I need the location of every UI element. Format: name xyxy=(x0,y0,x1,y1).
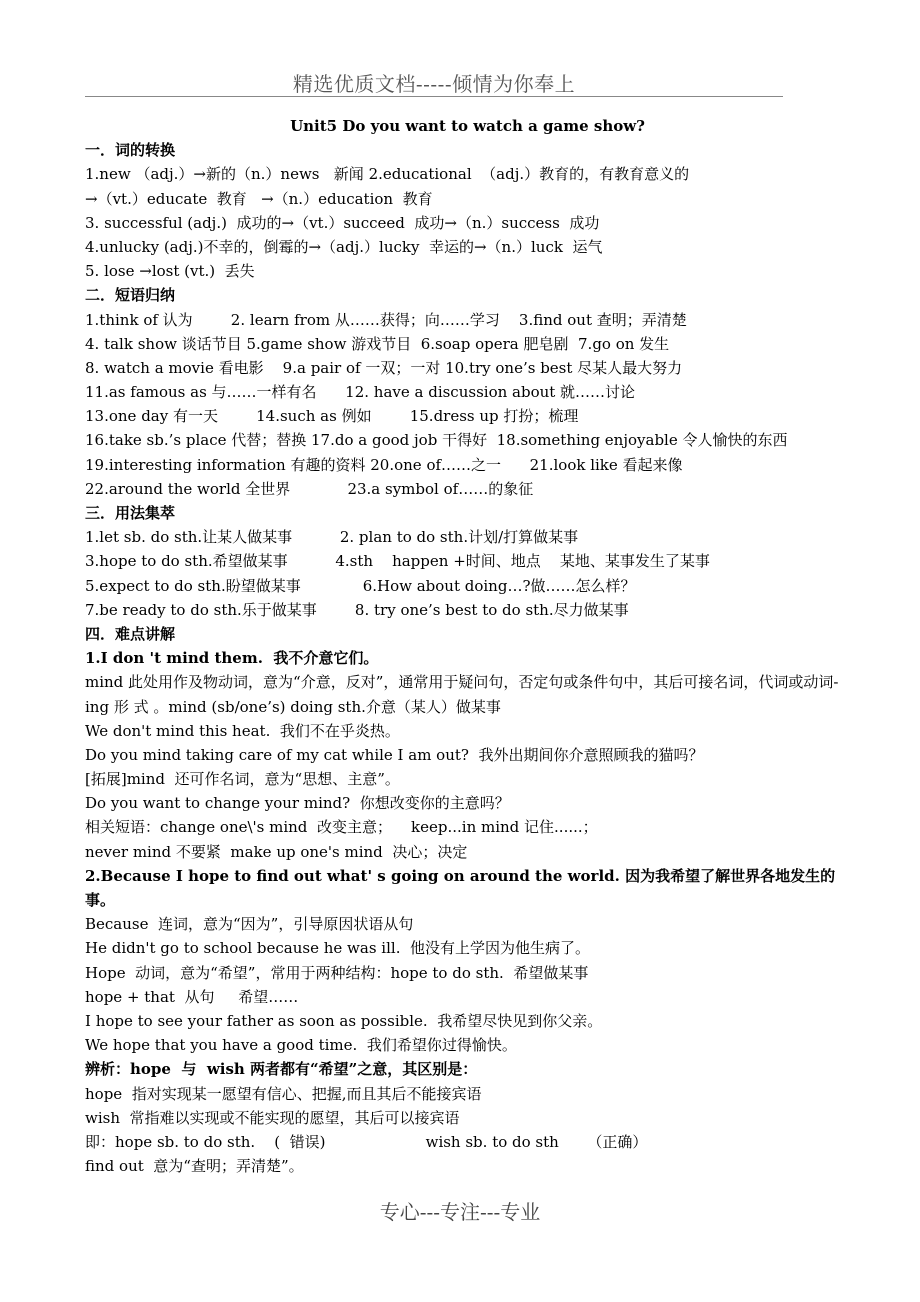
text-line: 4.unlucky (adj.)不幸的，倒霉的→（adj.）lucky 幸运的→（n.）luck 运气 xyxy=(85,237,603,256)
text-line: 8. watch a movie 看电影 9.a pair of 一双；一对 10.try one’s best 尽某人最大努力 xyxy=(85,358,683,377)
document-title: Unit5 Do you want to watch a game show? xyxy=(290,117,645,135)
page-footer: 专心---专注---专业 xyxy=(379,1200,541,1224)
text-line: →（vt.）educate 教育 →（n.）education 教育 xyxy=(85,189,433,208)
document-body xyxy=(85,114,850,1178)
text-line: 7.be ready to do sth.乐于做某事 8. try one’s best to do sth.尽力做某事 xyxy=(85,600,629,619)
text-line: Hope 动词，意为“希望”，常用于两种结构：hope to do sth. 希望做某事 xyxy=(85,963,589,982)
example-sentence: He didn't go to school because he was ill. 他没有上学因为他生病了。 xyxy=(85,939,590,958)
text-line: find out 意为“查明；弄清楚”。 xyxy=(85,1157,304,1176)
text-line: hope + that 从句 希望…… xyxy=(85,987,299,1006)
text-line: 1.think of 认为 2. learn from 从……获得；向……学习 3.find out 查明；弄清楚 xyxy=(85,310,687,329)
comparison-heading: 辨析：hope 与 wish 两者都有“希望”之意，其区别是： xyxy=(85,1060,478,1079)
text-line: 22.around the world 全世界 23.a symbol of……的象征 xyxy=(85,479,534,498)
text-line: 1.let sb. do sth.让某人做某事 2. plan to do sth.计划/打算做某事 xyxy=(85,528,579,547)
example-sentence: Do you mind taking care of my cat while I am out? 我外出期间你介意照顾我的猫吗？ xyxy=(85,745,704,764)
text-line: 相关短语：change one\'s mind 改变主意； keep...in mind 记住......； xyxy=(85,818,598,837)
text-line: 5.expect to do sth.盼望做某事 6.How about doing…?做……怎么样？ xyxy=(85,576,636,595)
section-heading-2: 二．短语归纳 xyxy=(85,286,176,305)
section-heading-4: 四．难点讲解 xyxy=(85,624,176,643)
text-line: 4. talk show 谈话节目 5.game show 游戏节目 6.soap opera 肥皂剧 7.go on 发生 xyxy=(85,334,670,353)
text-line: 16.take sb.’s place 代替；替换 17.do a good job 干得好 18.something enjoyable 令人愉快的东西 xyxy=(85,431,788,450)
text-line: 即：hope sb. to do sth. ( 错误) wish sb. to do sth （正确） xyxy=(85,1132,648,1151)
text-line: 1.new （adj.）→新的（n.）news 新闻 2.educational （adj.）教育的，有教育意义的 xyxy=(85,165,690,184)
text-line: Because 连词，意为“因为”，引导原因状语从句 xyxy=(85,915,414,934)
example-sentence: Do you want to change your mind? 你想改变你的主意吗？ xyxy=(85,794,510,813)
key-point-2: 2.Because I hope to find out what' s going on around the world. 因为我希望了解世界各地发生的事。 xyxy=(85,866,836,910)
text-line: 3. successful (adj.) 成功的→（vt.）succeed 成功→（n.）success 成功 xyxy=(85,213,600,232)
key-point-1: 1.I don 't mind them. 我不介意它们。 xyxy=(85,649,379,668)
header-rule xyxy=(85,96,783,97)
text-paragraph: mind 此处用作及物动词，意为“介意，反对”，通常用于疑问句，否定句或条件句中，其后可接名词，代词或动词-ing 形 式 。mind (sb/one’s) doing sth.介意（某人）做某事 xyxy=(85,673,839,716)
text-line: hope 指对实现某一愿望有信心、把握,而且其后不能接宾语 xyxy=(85,1084,482,1103)
page-header: 精选优质文档-----倾情为你奉上 xyxy=(292,72,576,96)
text-line: wish 常指难以实现或不能实现的愿望，其后可以接宾语 xyxy=(85,1108,460,1127)
example-sentence: We hope that you have a good time. 我们希望你过得愉快。 xyxy=(85,1036,517,1055)
text-line: 3.hope to do sth.希望做某事 4.sth happen +时间、地点 某地、某事发生了某事 xyxy=(85,552,710,571)
text-line: 11.as famous as 与……一样有名 12. have a discussion about 就……讨论 xyxy=(85,383,636,402)
section-heading-3: 三．用法集萃 xyxy=(85,504,176,522)
text-line: 5. lose →lost (vt.) 丢失 xyxy=(85,262,255,281)
section-heading-1: 一．词的转换 xyxy=(85,141,176,160)
example-sentence: I hope to see your father as soon as possible. 我希望尽快见到你父亲。 xyxy=(85,1012,603,1030)
text-line: 13.one day 有一天 14.such as 例如 15.dress up 打扮；梳理 xyxy=(85,407,579,426)
text-line: [拓展]mind 还可作名词，意为“思想、主意”。 xyxy=(85,770,400,789)
example-sentence: We don't mind this heat. 我们不在乎炎热。 xyxy=(85,721,400,740)
text-line: 19.interesting information 有趣的资料 20.one of……之一 21.look like 看起来像 xyxy=(85,455,683,474)
text-line: never mind 不要紧 make up one's mind 决心；决定 xyxy=(85,842,468,861)
